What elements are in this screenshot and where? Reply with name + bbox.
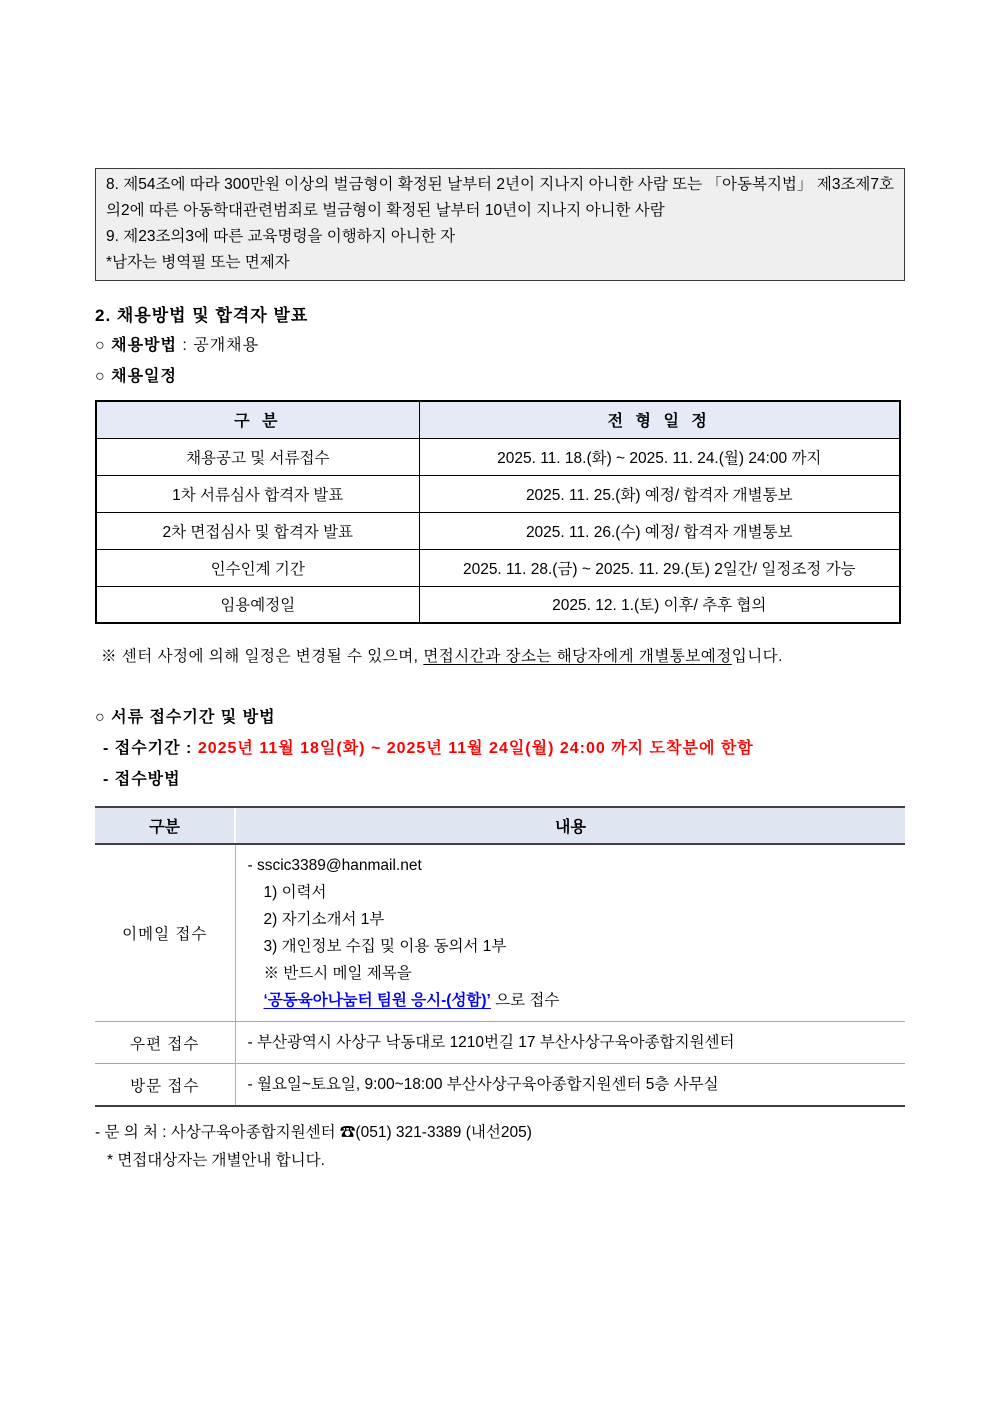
section-title-recruitment: 2. 채용방법 및 합격자 발표: [95, 306, 309, 325]
schedule-header-row: [96, 401, 900, 438]
application-period-value: 2025년 11월 18일(화) ~ 2025년 11월 24일(월) 24:00 까지 도착분에 한함: [197, 740, 754, 757]
schedule-row-value: 2025. 11. 25.(화) 예정/ 합격자 개별통보: [419, 475, 900, 512]
email-subject-line: [248, 987, 900, 1014]
method-table: [95, 806, 905, 1107]
schedule-row-value: 2025. 11. 26.(수) 예정/ 합격자 개별통보: [419, 512, 900, 549]
method-header-row: [95, 807, 905, 844]
email-doc-3: 3) 개인정보 수집 및 이용 동의서 1부: [263, 938, 507, 955]
table-row: [96, 586, 900, 623]
recruitment-method-line: [95, 330, 905, 361]
application-method-label: - 접수방법: [103, 771, 181, 788]
visit-row-content: - 월요일~토요일, 9:00~18:00 부산사상구육아종합지원센터 5층 사무실: [235, 1064, 905, 1107]
table-row: [96, 475, 900, 512]
interview-notice: * 면접대상자는 개별안내 합니다.: [107, 1152, 325, 1169]
schedule-header-dates: 전 형 일 정: [419, 401, 900, 438]
table-row: [96, 549, 900, 586]
mail-row-content: - 부산광역시 사상구 낙동대로 1210번길 17 부산사상구육아종합지원센터: [235, 1022, 905, 1064]
schedule-table: [95, 400, 901, 624]
email-row-content: [235, 844, 905, 1022]
recruitment-schedule-label: ○ 채용일정: [95, 368, 177, 385]
schedule-row-label: 2차 면접심사 및 합격자 발표: [96, 512, 419, 549]
mail-row-label: 우편 접수: [95, 1022, 235, 1064]
schedule-row-label: 1차 서류심사 합격자 발표: [96, 475, 419, 512]
email-subject-suffix: 으로 접수: [490, 992, 560, 1009]
notice-item-9: 9. 제23조의3에 따른 교육명령을 이행하지 아니한 자: [106, 228, 456, 245]
schedule-row-label: 채용공고 및 서류접수: [96, 438, 419, 475]
visit-row-label: 방문 접수: [95, 1064, 235, 1107]
schedule-change-note: ※ 센터 사정에 의해 일정은 변경될 수 있으며, 면접시간과 장소는 해당자에게 개별통보예정입니다.: [101, 648, 783, 665]
schedule-row-value: 2025. 11. 28.(금) ~ 2025. 11. 29.(토) 2일간/ 일정조정 가능: [419, 549, 900, 586]
schedule-row-label: 인수인계 기간: [96, 549, 419, 586]
contact-info: - 문 의 처 : 사상구육아종합지원센터 ☎(051) 321-3389 (내선205): [95, 1124, 532, 1141]
method-header-content: 내용: [235, 807, 905, 844]
recruitment-method-value: : 공개채용: [176, 337, 260, 354]
table-row-visit: [95, 1064, 905, 1107]
email-address: - sscic3389@hanmail.net: [247, 857, 422, 874]
email-doc-1: 1) 이력서: [263, 884, 327, 901]
email-subject-note: ※ 반드시 메일 제목을: [263, 965, 412, 982]
notice-item-8: 8. 제54조에 따라 300만원 이상의 벌금형이 확정된 날부터 2년이 지나지 아니한 사람 또는 「아동복지법」 제3조제7호의2에 따른 아동학대관련범죄로 벌금형이 확정된 날부터 10년이 지나지 아니한 사람: [106, 176, 894, 219]
table-row-email: [95, 844, 905, 1022]
notice-military-note: *남자는 병역필 또는 면제자: [106, 254, 290, 271]
email-doc-2: 2) 자기소개서 1부: [263, 911, 385, 928]
method-header-category: 구분: [95, 807, 235, 844]
table-row: [96, 512, 900, 549]
note-underlined-text: 면접시간과 장소는 해당자에게 개별통보예정: [423, 648, 732, 665]
footer: [95, 1119, 905, 1175]
schedule-row-value: 2025. 11. 18.(화) ~ 2025. 11. 24.(월) 24:00 까지: [419, 438, 900, 475]
application-period-line: [95, 733, 905, 764]
email-subject-format: ‘공동육아나눔터 팀원 응시-(성함)’: [263, 992, 491, 1009]
table-row-mail: [95, 1022, 905, 1064]
schedule-row-value: 2025. 12. 1.(토) 이후/ 추후 협의: [419, 586, 900, 623]
schedule-row-label: 임용예정일: [96, 586, 419, 623]
recruitment-method-label: ○ 채용방법: [95, 337, 177, 354]
email-row-label: 이메일 접수: [95, 844, 235, 1022]
application-section-title: ○ 서류 접수기간 및 방법: [95, 709, 276, 726]
document-content: [95, 168, 905, 1175]
table-row: [96, 438, 900, 475]
schedule-header-category: 구 분: [96, 401, 419, 438]
eligibility-notice-box: [95, 168, 905, 281]
application-period-label: - 접수기간 :: [103, 740, 198, 757]
